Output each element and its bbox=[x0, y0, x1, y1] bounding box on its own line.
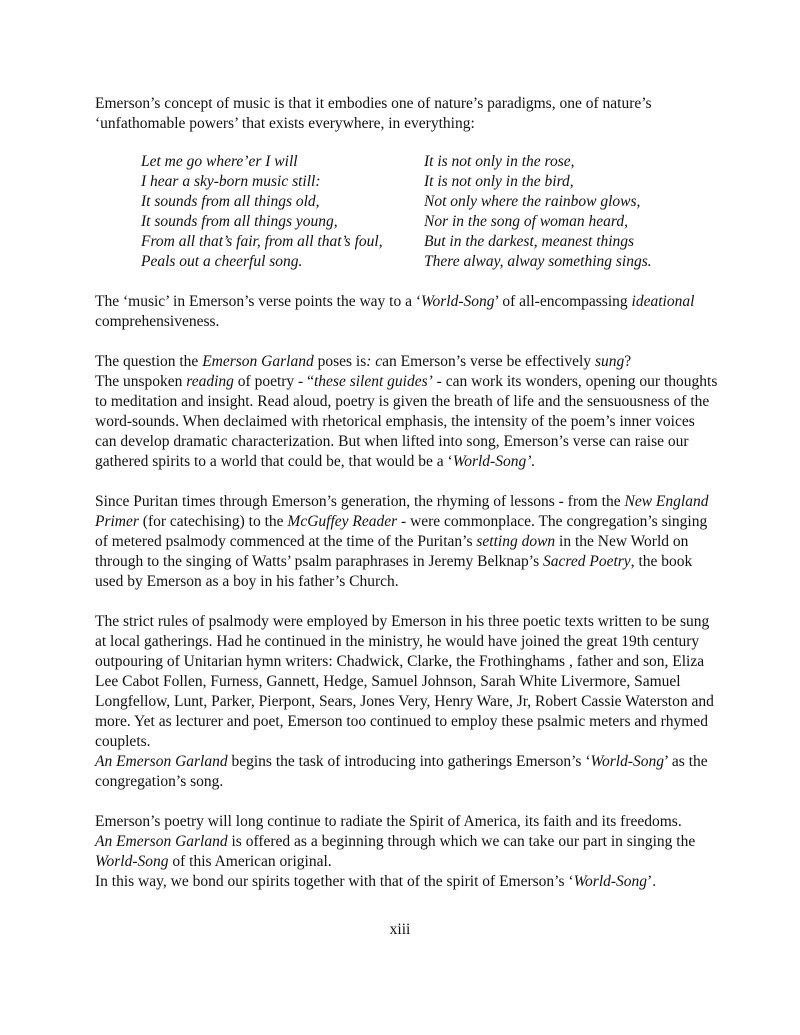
emphasis: World-Song bbox=[95, 853, 169, 870]
emphasis: Sacred Poetry bbox=[543, 553, 631, 570]
world-song-paragraph: The ‘music’ in Emerson’s verse points the way to a ‘World-Song’ of all-encompassing ideational comprehensiveness. bbox=[95, 293, 695, 330]
emphasis: World-Song bbox=[590, 753, 665, 770]
emphasis: World-Song bbox=[421, 293, 495, 310]
emphasis: New England Primer bbox=[95, 493, 709, 530]
emphasis: Emerson Garland bbox=[202, 353, 314, 370]
puritan-paragraph: Since Puritan times through Emerson’s generation, the rhyming of lessons - from the New England Primer (for catechising) to the McGuffey Reader - were commonplace. The congregation’s singing of metered psalmody commenced at the time of the Puritan’s setting down in the New World on through to the singing of Watts’ psalm paraphrases in Jeremy Belknap’s Sacred Poetry, the book used by Emerson as a boy in his father’s Church. bbox=[95, 493, 709, 590]
poem-line: Not only where the rainbow glows, bbox=[424, 193, 641, 210]
emphasis: these silent guides’ bbox=[313, 373, 433, 390]
emphasis: McGuffey Reader bbox=[287, 513, 398, 530]
page-body bbox=[95, 94, 720, 892]
garland-offered-paragraph: An Emerson Garland is offered as a beginning through which we can take our part in singing the World-Song of this American original. bbox=[95, 833, 696, 870]
emphasis: An Emerson Garland bbox=[95, 833, 228, 850]
poem-line: I hear a sky-born music still: bbox=[141, 173, 321, 190]
poem-line: It is not only in the bird, bbox=[424, 173, 574, 190]
emphasis: setting down bbox=[476, 533, 556, 550]
intro-paragraph bbox=[95, 94, 720, 134]
question-line: The question the Emerson Garland poses is: can Emerson’s verse be effectively sung? bbox=[95, 353, 632, 370]
poem-line: It sounds from all things old, bbox=[141, 193, 320, 210]
emphasis: ideational bbox=[631, 293, 695, 310]
intro-text: Emerson’s concept of music is that it embodies one of nature’s paradigms, one of nature’s ‘unfathomable powers’ that exists everywhere, in everything: bbox=[95, 95, 652, 132]
reading-paragraph: The unspoken reading of poetry - “these silent guides’ - can work its wonders, opening our thoughts to meditation and insight. Read aloud, poetry is given the breath of life and the sensuousness of the word-sounds. When declaimed with rhetorical emphasis, the intensity of the poem’s inner voices can develop dramatic characterization. But when lifted into song, Emerson’s verse can raise our gathered spirits to a world that could be, that would be a ‘World-Song’. bbox=[95, 373, 718, 470]
poem-line: Let me go where’er I will bbox=[141, 153, 298, 170]
poem-line: It sounds from all things young, bbox=[141, 213, 338, 230]
poem-line: From all that’s fair, from all that’s foul, bbox=[141, 233, 383, 250]
psalmody-paragraph: The strict rules of psalmody were employed by Emerson in his three poetic texts written to be sung at local gatherings. Had he continued in the ministry, he would have joined the great 19th century outpouring of Unitarian hymn writers: Chadwick, Clarke, the Frothinghams , father and son, Eliza Lee Cabot Follen, Furness, Gannett, Hedge, Samuel Johnson, Sarah White Livermore, Samuel Longfellow, Lunt, Parker, Pierpont, Sears, Jones Very, Henry Ware, Jr, Robert Cassie Waterston and more. Yet as lecturer and poet, Emerson too continued to employ these psalmic meters and rhymed couplets. bbox=[95, 613, 714, 750]
poem-right-column bbox=[424, 152, 704, 272]
poem-line: It is not only in the rose, bbox=[424, 153, 575, 170]
emphasis: An Emerson Garland bbox=[95, 753, 228, 770]
poem-line: Nor in the song of woman heard, bbox=[424, 213, 628, 230]
poem-line: Peals out a cheerful song. bbox=[141, 253, 303, 270]
poem-left-column bbox=[141, 152, 424, 272]
emphasis: : c bbox=[366, 353, 383, 370]
poem-line: But in the darkest, meanest things bbox=[424, 233, 635, 250]
emphasis: World-Song’. bbox=[452, 453, 536, 470]
closing-line: In this way, we bond our spirits together with that of the spirit of Emerson’s ‘World-Song’. bbox=[95, 873, 657, 890]
poem-block bbox=[141, 152, 720, 272]
garland-begins-paragraph: An Emerson Garland begins the task of introducing into gatherings Emerson’s ‘World-Song’ as the congregation’s song. bbox=[95, 753, 708, 790]
poem-line: There alway, alway something sings. bbox=[424, 253, 652, 270]
emphasis: reading bbox=[186, 373, 234, 390]
page-number: xiii bbox=[389, 921, 411, 938]
spirit-paragraph: Emerson’s poetry will long continue to radiate the Spirit of America, its faith and its freedoms. bbox=[95, 813, 682, 830]
emphasis: World-Song bbox=[573, 873, 648, 890]
emphasis: sung bbox=[594, 353, 625, 370]
